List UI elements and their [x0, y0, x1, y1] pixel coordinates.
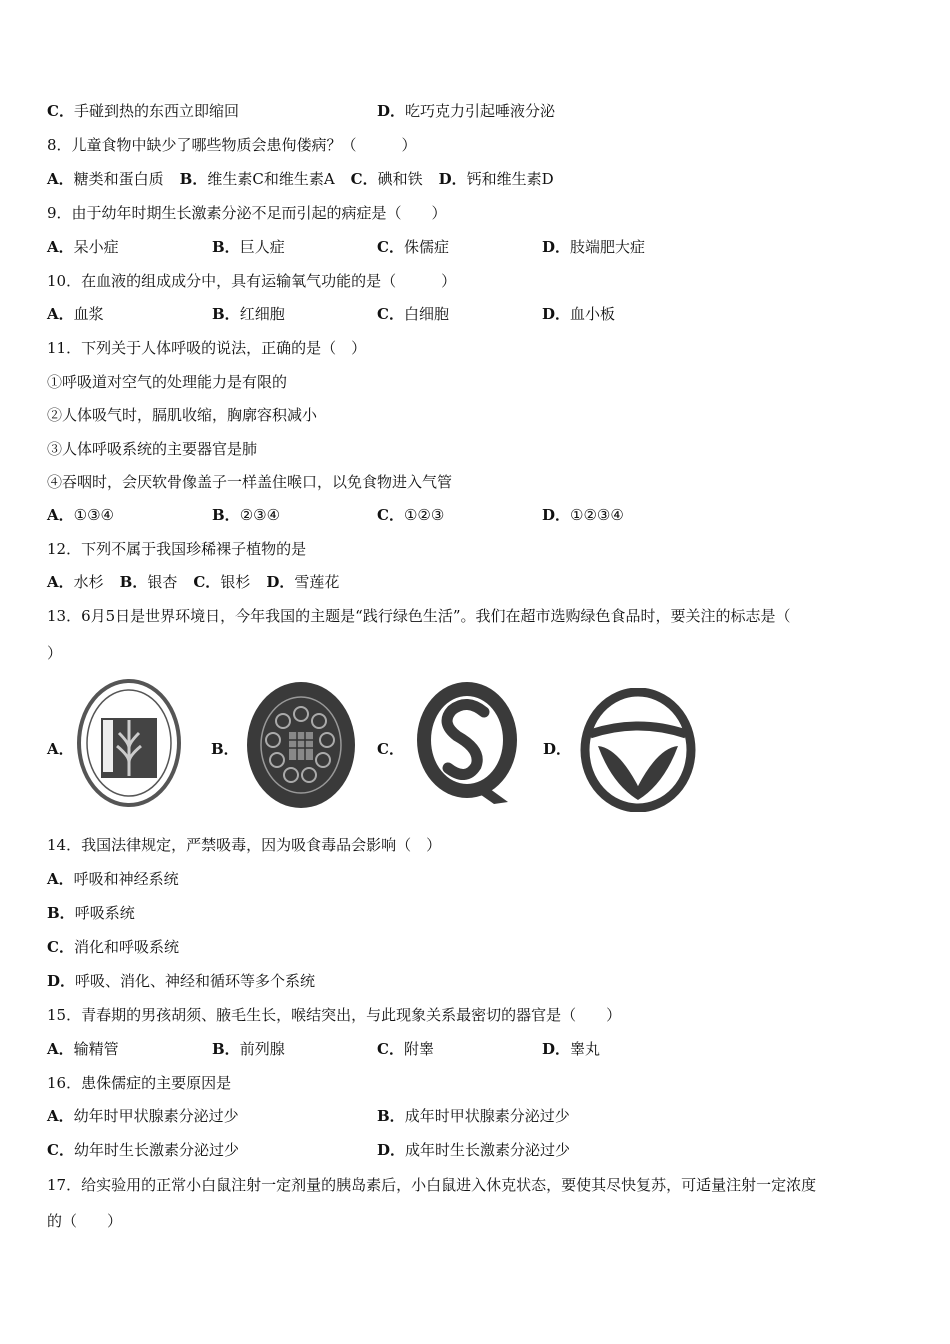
q10-option-d: 血小板 [570, 305, 616, 323]
q11-statement-3: ③人体呼吸系统的主要器官是肺 [47, 440, 258, 458]
option-letter: A． [47, 238, 74, 256]
q13-option-b-label: B． [211, 740, 239, 758]
q11-option-a: ①③④ [73, 506, 114, 524]
environmental-label-logo-icon [245, 680, 357, 814]
question-text: 下列不属于我国珍稀裸子植物的是 [81, 540, 307, 558]
option-letter: D． [542, 506, 571, 524]
question-number: 13． [47, 607, 82, 625]
option-text: 呼吸系统 [74, 904, 135, 922]
q9-stem [47, 203, 447, 223]
option-letter: A． [47, 305, 74, 323]
option-letter: C． [47, 1141, 74, 1159]
q12-option-c: 银杉 [220, 573, 251, 591]
q11-option-b: ②③④ [239, 506, 281, 524]
q8-option-c: 碘和铁 [377, 170, 423, 188]
option-text: 呼吸和神经系统 [73, 870, 179, 888]
option-text: 呼吸、消化、神经和循环等多个系统 [75, 972, 316, 990]
option-letter: B． [119, 573, 148, 591]
organic-food-logo-icon [580, 688, 696, 816]
q16-option-c: 幼年时生长激素分泌过少 [73, 1141, 239, 1159]
q17-stem-cont: 的（ ） [47, 1212, 123, 1230]
q13-stem-cont: ） [47, 644, 63, 662]
q12-options [47, 572, 339, 592]
option-letter: B． [212, 238, 240, 256]
option-letter: A． [47, 170, 74, 188]
q9-option-b: 巨人症 [239, 238, 285, 256]
option-letter: D． [377, 102, 406, 120]
q12-option-d: 雪莲花 [294, 573, 340, 591]
q17-stem [47, 1175, 816, 1195]
option-letter: B． [377, 1107, 405, 1125]
option-letter: B． [47, 904, 75, 922]
question-number: 12． [47, 540, 82, 558]
question-text: 青春期的男孩胡须、腋毛生长，喉结突出，与此现象关系最密切的器官是（ ） [81, 1006, 622, 1024]
q8-options [47, 169, 554, 189]
option-letter: A． [47, 1040, 74, 1058]
q16-option-a: 幼年时甲状腺素分泌过少 [73, 1107, 239, 1125]
option-letter: B． [179, 170, 208, 188]
option-letter: C． [47, 102, 74, 120]
option-letter: C． [377, 1040, 404, 1058]
q14-option-b [47, 903, 135, 923]
q11-statement-4: ④吞咽时，会厌软骨像盖子一样盖住喉口，以免食物进入气管 [47, 473, 453, 491]
q8-option-b: 维生素C和维生素A [207, 170, 335, 188]
option-letter: B． [212, 305, 240, 323]
q14-stem [47, 835, 441, 855]
question-number: 11． [47, 339, 82, 357]
q11-statement-1: ①呼吸道对空气的处理能力是有限的 [47, 373, 288, 391]
option-letter: C． [377, 238, 404, 256]
q13-option-c-label: C． [377, 740, 404, 758]
option-letter: C． [350, 170, 378, 188]
q13-option-d-label: D． [543, 740, 572, 758]
q10-option-b: 红细胞 [239, 305, 285, 323]
q10-option-a: 血浆 [73, 305, 104, 323]
question-text: 我国法律规定，严禁吸毒，因为吸食毒品会影响（ ） [81, 836, 442, 854]
q15-option-b: 前列腺 [239, 1040, 285, 1058]
question-text: 6月5日是世界环境日，今年我国的主题是“践行绿色生活”。我们在超市选购绿色食品时，要关注的标志是（ [81, 607, 791, 625]
question-text: 患侏儒症的主要原因是 [81, 1074, 232, 1092]
q7-option-c: 手碰到热的东西立即缩回 [73, 102, 239, 120]
question-text: 给实验用的正常小白鼠注射一定剂量的胰岛素后，小白鼠进入休克状态，要使其尽快复苏，可适量注射一定浓度 [81, 1176, 817, 1194]
question-number: 10． [47, 272, 82, 290]
q10-stem [47, 271, 456, 291]
q16-option-b: 成年时甲状腺素分泌过少 [404, 1107, 570, 1125]
option-letter: A． [47, 1107, 74, 1125]
option-text: 消化和呼吸系统 [73, 938, 179, 956]
q15-option-d: 睾丸 [570, 1040, 601, 1058]
question-text: 下列关于人体呼吸的说法，正确的是（ ） [81, 339, 367, 357]
question-number: 14． [47, 836, 82, 854]
option-letter: D． [377, 1141, 406, 1159]
q16-option-d: 成年时生长激素分泌过少 [405, 1141, 571, 1159]
q9-option-d: 肢端肥大症 [570, 238, 646, 256]
q7-option-d: 吃巧克力引起唾液分泌 [405, 102, 556, 120]
option-letter: C． [377, 305, 404, 323]
q10-option-c: 白细胞 [403, 305, 449, 323]
q7-options [47, 101, 556, 121]
option-letter: D． [47, 972, 76, 990]
q13-stem [47, 606, 791, 626]
q14-option-c [47, 937, 179, 957]
option-letter: D． [438, 170, 467, 188]
question-text: 儿童食物中缺少了哪些物质会患佝偻病？（ ） [71, 136, 417, 154]
q15-stem [47, 1005, 621, 1025]
option-letter: D． [266, 573, 295, 591]
option-letter: C． [193, 573, 221, 591]
q9-option-c: 侏儒症 [403, 238, 449, 256]
q12-stem [47, 539, 306, 559]
option-letter: B． [212, 506, 240, 524]
option-letter: C． [47, 938, 74, 956]
q11-option-d: ①②③④ [570, 506, 624, 524]
q14-option-a [47, 869, 179, 889]
option-letter: C． [377, 506, 404, 524]
q8-option-a: 糖类和蛋白质 [73, 170, 164, 188]
option-letter: A． [47, 573, 74, 591]
q15-option-a: 输精管 [73, 1040, 119, 1058]
q15-option-c: 附睾 [403, 1040, 434, 1058]
option-letter: D． [542, 238, 571, 256]
option-letter: D． [542, 1040, 571, 1058]
question-text: 由于幼年时期生长激素分泌不足而引起的病症是（ ） [71, 204, 447, 222]
green-food-logo-icon [75, 678, 183, 812]
question-number: 16． [47, 1074, 82, 1092]
qs-logo-icon [412, 678, 522, 812]
question-text: 在血液的组成成分中，具有运输氧气功能的是（ ） [81, 272, 457, 290]
q11-option-c: ①②③ [403, 506, 445, 524]
q8-stem [47, 135, 417, 155]
question-number: 8． [47, 136, 72, 154]
q8-option-d: 钙和维生素D [466, 170, 554, 188]
option-letter: A． [47, 870, 74, 888]
q14-option-d [47, 971, 315, 991]
q9-option-a: 呆小症 [73, 238, 119, 256]
q12-option-a: 水杉 [73, 573, 104, 591]
q13-option-a-label: A． [47, 740, 74, 758]
q11-stem [47, 338, 366, 358]
option-letter: A． [47, 506, 74, 524]
option-letter: D． [542, 305, 571, 323]
question-number: 15． [47, 1006, 82, 1024]
q12-option-b: 银杏 [147, 573, 178, 591]
q11-statement-2: ②人体吸气时，膈肌收缩，胸廓容积减小 [47, 406, 318, 424]
question-number: 17． [47, 1176, 82, 1194]
question-number: 9． [47, 204, 72, 222]
q16-stem [47, 1073, 231, 1093]
option-letter: B． [212, 1040, 240, 1058]
